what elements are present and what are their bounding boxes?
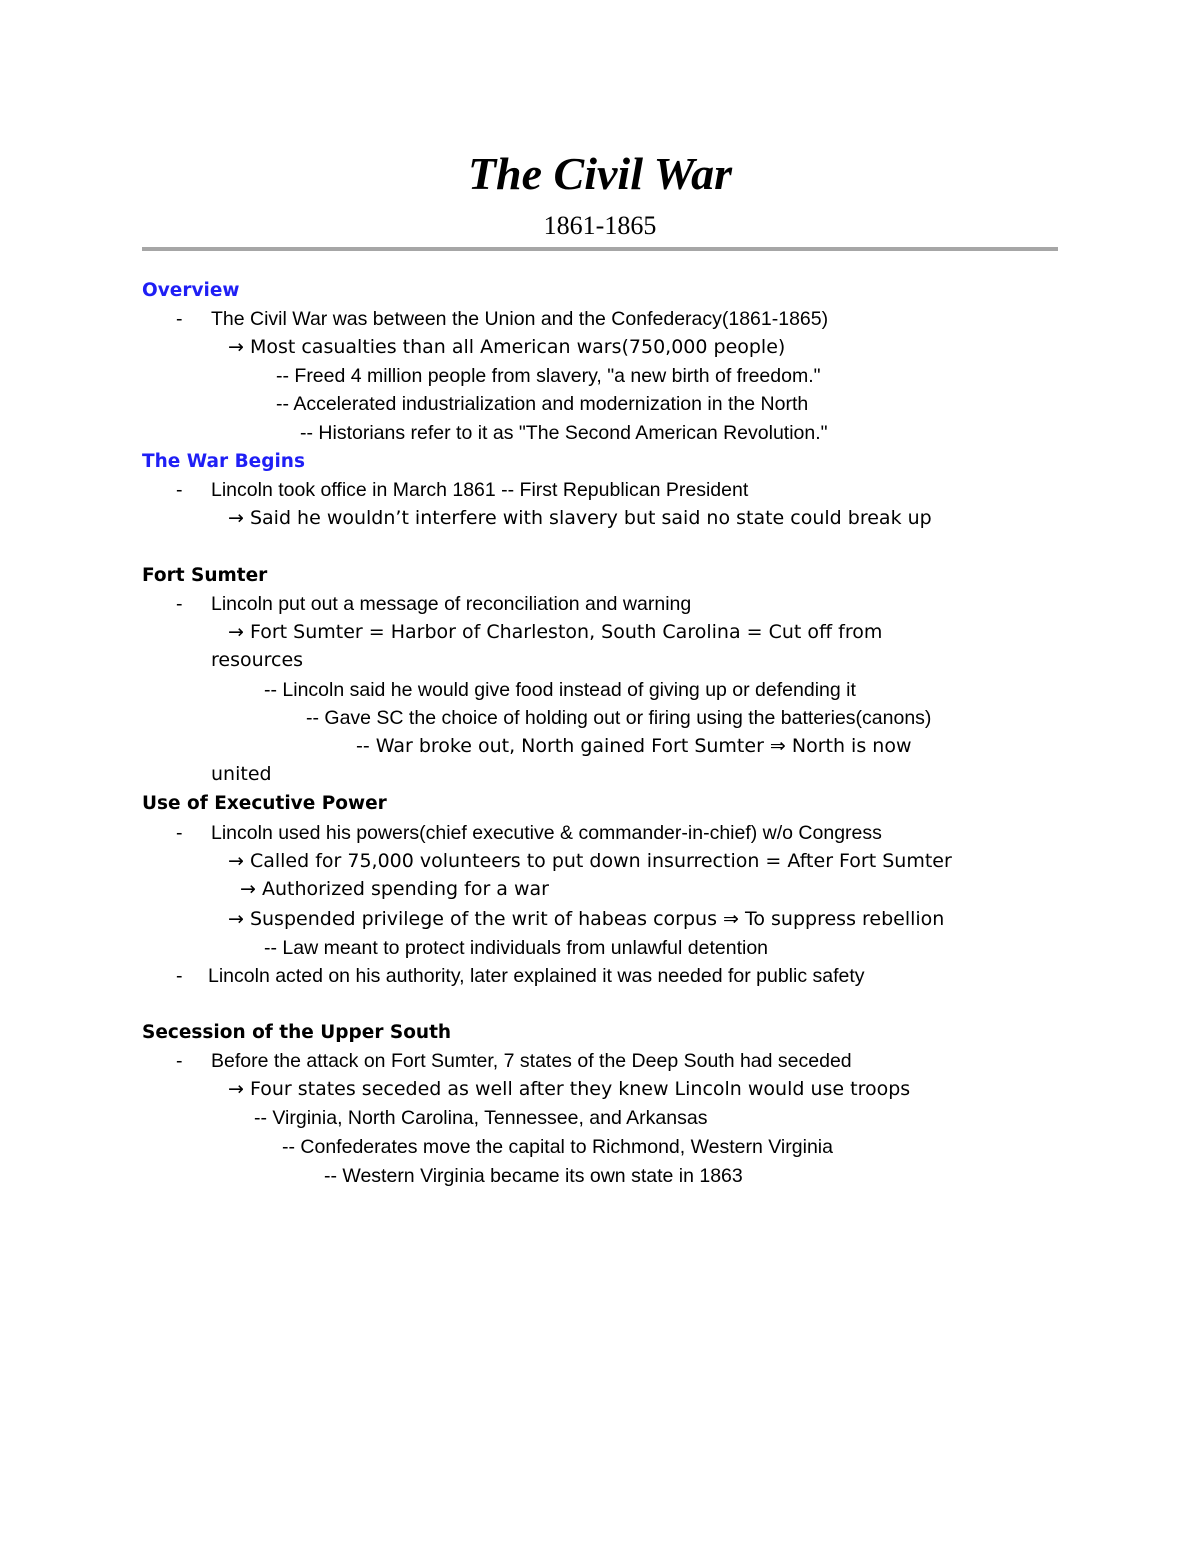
document-title: The Civil War — [467, 148, 733, 199]
list-item: -- Western Virginia became its own state in 1863 — [324, 1165, 743, 1187]
list-item: -- Historians refer to it as "The Second American Revolution." — [300, 422, 828, 444]
list-item: -- Accelerated industrialization and modernization in the North — [276, 393, 809, 415]
list-item: -- Virginia, North Carolina, Tennessee, and Arkansas — [254, 1107, 708, 1129]
list-item: resources — [211, 649, 304, 671]
list-item: → Suspended privilege of the writ of habeas corpus ⇒ To suppress rebellion — [228, 908, 945, 930]
list-item: -- Freed 4 million people from slavery, "a new birth of freedom." — [276, 365, 821, 387]
section-heading-upper-south: Secession of the Upper South — [142, 1022, 452, 1043]
bullet-dash: - — [176, 822, 183, 844]
list-item: Lincoln put out a message of reconciliation and warning — [211, 593, 692, 615]
list-item: -- Gave SC the choice of holding out or firing using the batteries(canons) — [306, 707, 932, 729]
section-heading-war-begins: The War Begins — [142, 451, 305, 472]
bullet-dash: - — [176, 1050, 183, 1072]
list-item: -- Lincoln said he would give food instead of giving up or defending it — [264, 679, 856, 701]
list-item: Lincoln took office in March 1861 -- First Republican President — [211, 479, 749, 501]
list-item: -- War broke out, North gained Fort Sumter ⇒ North is now — [356, 735, 912, 757]
list-item: Lincoln acted on his authority, later explained it was needed for public safety — [208, 965, 865, 987]
list-item: Lincoln used his powers(chief executive & commander-in-chief) w/o Congress — [211, 822, 882, 844]
bullet-dash: - — [176, 479, 183, 501]
list-item: → Most casualties than all American wars(750,000 people) — [228, 336, 786, 358]
list-item: → Four states seceded as well after they knew Lincoln would use troops — [228, 1078, 911, 1100]
section-heading-executive-power: Use of Executive Power — [142, 793, 387, 814]
section-heading-overview: Overview — [142, 280, 240, 301]
section-heading-fort-sumter: Fort Sumter — [142, 565, 268, 586]
list-item: → Said he wouldn’t interfere with slavery but said no state could break up — [228, 507, 932, 529]
list-item: Before the attack on Fort Sumter, 7 states of the Deep South had seceded — [211, 1050, 852, 1072]
list-item: → Authorized spending for a war — [240, 878, 549, 900]
list-item: → Called for 75,000 volunteers to put down insurrection = After Fort Sumter — [228, 850, 952, 872]
list-item: The Civil War was between the Union and the Confederacy(1861-1865) — [211, 308, 829, 330]
list-item: → Fort Sumter = Harbor of Charleston, South Carolina = Cut off from — [228, 621, 883, 643]
bullet-dash: - — [176, 965, 183, 987]
horizontal-rule — [142, 247, 1058, 251]
document-subtitle: 1861-1865 — [543, 211, 657, 240]
bullet-dash: - — [176, 593, 183, 615]
list-item: -- Confederates move the capital to Richmond, Western Virginia — [282, 1136, 833, 1158]
list-item: united — [211, 763, 272, 785]
bullet-dash: - — [176, 308, 183, 330]
list-item: -- Law meant to protect individuals from unlawful detention — [264, 937, 769, 959]
